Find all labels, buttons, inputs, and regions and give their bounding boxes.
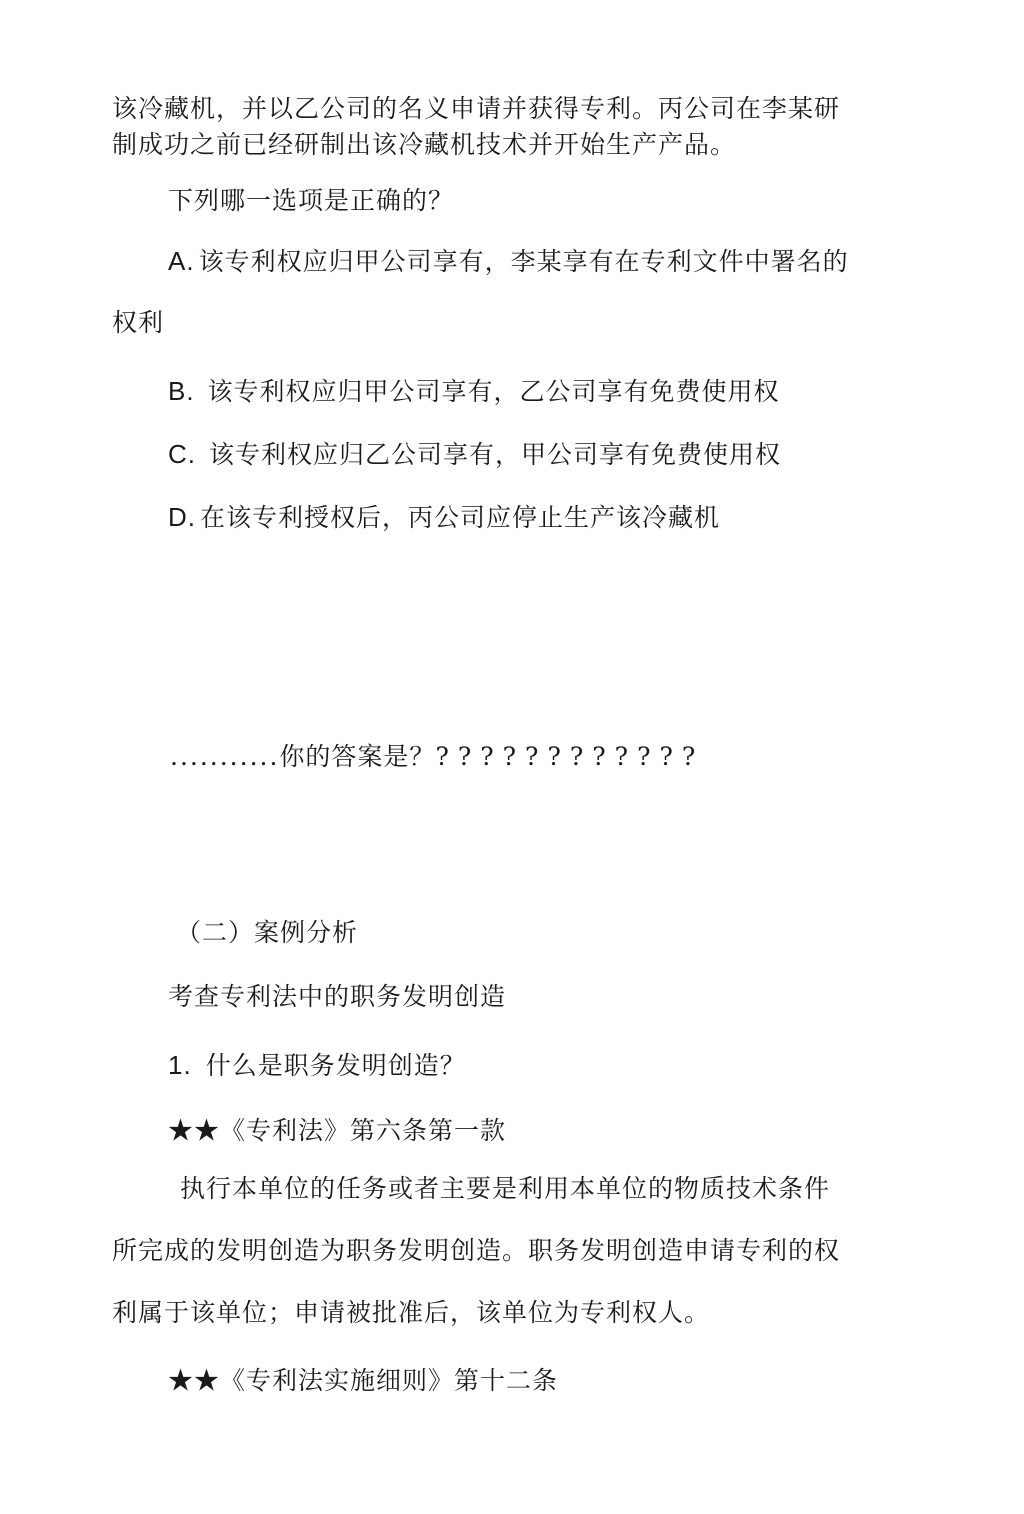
option-b xyxy=(168,374,780,409)
answer-prompt xyxy=(170,740,704,774)
question-stem-line-2: 制成功之前已经研制出该冷藏机技术并开始生产产品。 xyxy=(112,130,737,159)
law-text-line-3: 利属于该单位；申请被批准后，该单位为专利权人。 xyxy=(112,1298,711,1327)
section-heading: （二）案例分析 xyxy=(176,918,359,947)
answer-leader-dots: ........... xyxy=(170,742,280,771)
option-b-letter: B. xyxy=(168,376,195,406)
law-text-line-2: 所完成的发明创造为职务发明创造。职务发明创造申请专利的权 xyxy=(112,1236,841,1265)
question-1 xyxy=(168,1048,466,1083)
option-a-text: 该专利权应归甲公司享有，李某享有在专利文件中署名的 xyxy=(198,247,849,276)
option-c-text: 该专利权应归乙公司享有，甲公司享有免费使用权 xyxy=(200,440,781,469)
option-a xyxy=(168,244,849,279)
law-citation-1: ★★《专利法》第六条第一款 xyxy=(168,1116,507,1145)
option-b-text: 该专利权应归甲公司享有，乙公司享有免费使用权 xyxy=(198,377,780,406)
option-c xyxy=(168,437,781,472)
question-1-text: 什么是职务发明创造？ xyxy=(205,1051,466,1080)
option-c-letter: C. xyxy=(168,439,196,469)
option-a-continuation: 权利 xyxy=(112,308,165,337)
answer-label: 你的答案是？ xyxy=(279,742,436,771)
law-citation-2: ★★《专利法实施细则》第十二条 xyxy=(168,1366,559,1395)
law-text-line-1: 执行本单位的任务或者主要是利用本单位的物质技术条件 xyxy=(180,1174,831,1203)
option-d xyxy=(168,500,720,535)
question-prompt: 下列哪一选项是正确的？ xyxy=(168,186,455,215)
answer-placeholder-marks: ???????????? xyxy=(435,742,705,771)
question-stem-line-1: 该冷藏机，并以乙公司的名义申请并获得专利。丙公司在李某研 xyxy=(112,94,841,123)
option-d-text: 在该专利授权后，丙公司应停止生产该冷藏机 xyxy=(200,503,721,532)
section-topic: 考查专利法中的职务发明创造 xyxy=(168,982,507,1011)
option-d-letter: D. xyxy=(168,502,196,532)
option-a-letter: A. xyxy=(168,246,195,276)
question-1-number: 1. xyxy=(168,1050,192,1080)
